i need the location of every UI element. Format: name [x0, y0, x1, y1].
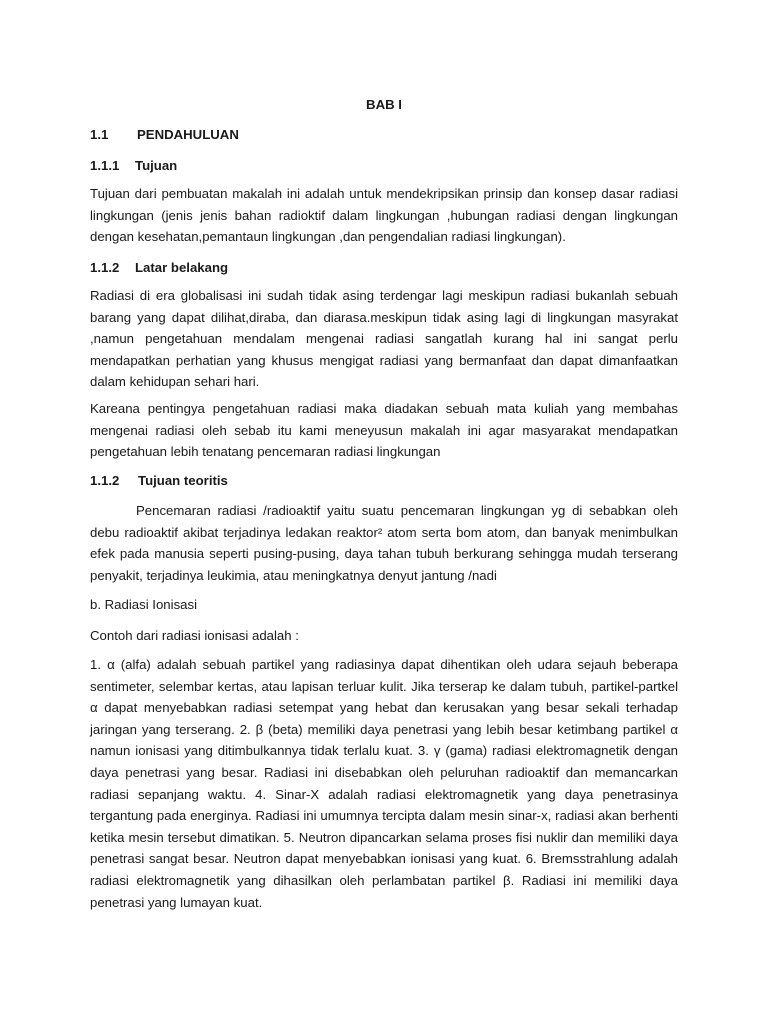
contoh-intro: Contoh dari radiasi ionisasi adalah : [90, 628, 299, 643]
section-title: Latar belakang [135, 260, 229, 275]
paragraph-contoh-radiasi: 1. α (alfa) adalah sebuah partikel yang radiasinya dapat dihentikan oleh udara sejauh beberapa sentimeter, selembar kertas, atau lapisan terluar kulit. Jika terserap ke dalam tubuh, partikel-partkel α dapat menyebabkan radiasi setempat yang hebat dan kerusakan yang besar sekali terhadap jaringan yang terserang. 2. β (beta) memiliki daya penetrasi yang lebih besar ketimbang partikel α namun ionisasi yang ditimbulkannya tidak terlalu kuat. 3. γ (gama) radiasi elektromagnetik dengan daya penetrasi yang besar. Radiasi ini disebabkan oleh peluruhan radioaktif dan memancarkan radiasi sepanjang waktu. 4. Sinar-X adalah radiasi elektromagnetik yang daya penetrasinya tergantung pada energinya. Radiasi ini umumnya tercipta dalam mesin sinar-x, radiasi akan berhenti ketika mesin tersebut dimatikan. 5. Neutron dipancarkan selama proses fisi nuklir dan memiliki daya penetrasi sangat besar. Neutron dapat menyebabkan ionisasi yang kuat. 6. Bremsstrahlung adalah radiasi elektromagnetik yang dihasilkan oleh perlambatan partikel β. Radiasi ini memiliki daya penetrasi yang lumayan kuat. [90, 657, 678, 910]
chapter-title: BAB I [366, 97, 402, 112]
section-heading-1-1 [90, 124, 239, 146]
section-number: 1.1 [90, 127, 109, 142]
paragraph-latar-belakang-1: Radiasi di era globalisasi ini sudah tidak asing terdengar lagi meskipun radiasi bukanlah sebuah barang yang dapat dilihat,diraba, dan diarasa.meskipun tidak asing lagi di lingkungan masyrakat ,namun pengetahuan mendalam mengenai radiasi sangatlah kurang hal ini sangat perlu mendapatkan perhatian yang khusus mengigat radiasi yang bermanfaat dan dapat dimanfaatkan dalam kehidupan sehari hari. [90, 288, 678, 390]
section-number: 1.1.1 [90, 158, 120, 173]
subheading-radiasi-ionisasi: b. Radiasi Ionisasi [90, 597, 198, 612]
paragraph-tujuan-teoritis: Pencemaran radiasi /radioaktif yaitu suatu pencemaran lingkungan yg di sebabkan oleh debu radioaktif akibat terjadinya ledakan reaktor² atom serta bom atom, dan banyak menimbulkan efek pada manusia seperti pusing-pusing, daya tahan tubuh berkurang sehingga mudah terserang penyakit, terjadinya leukimia, atau meningkatnya denyut jantung /nadi [90, 503, 678, 583]
section-title: Tujuan [135, 158, 178, 173]
section-heading-1-1-2-teoritis [90, 470, 228, 492]
section-heading-1-1-1 [90, 155, 177, 177]
paragraph-latar-belakang-2: Kareana pentingya pengetahuan radiasi maka diadakan sebuah mata kuliah yang membahas mengenai radiasi oleh sebab itu kami meneyusun makalah ini agar masyarakat mendapatkan pengetahuan lebih tenatang pencemaran radiasi lingkungan [90, 401, 678, 460]
paragraph-tujuan: Tujuan dari pembuatan makalah ini adalah untuk mendekripsikan prinsip dan konsep dasar radiasi lingkungan (jenis jenis bahan radioktif dalam lingkungan ,hubungan radiasi dengan lingkungan dengan kesehatan,pemantaun lingkungan ,dan pengendalian radiasi lingkungan). [90, 186, 678, 245]
section-heading-1-1-2-latar [90, 257, 228, 279]
section-title: Tujuan teoritis [138, 473, 228, 488]
section-number: 1.1.2 [90, 473, 120, 488]
section-title: PENDAHULUAN [137, 127, 239, 142]
section-number: 1.1.2 [90, 260, 120, 275]
